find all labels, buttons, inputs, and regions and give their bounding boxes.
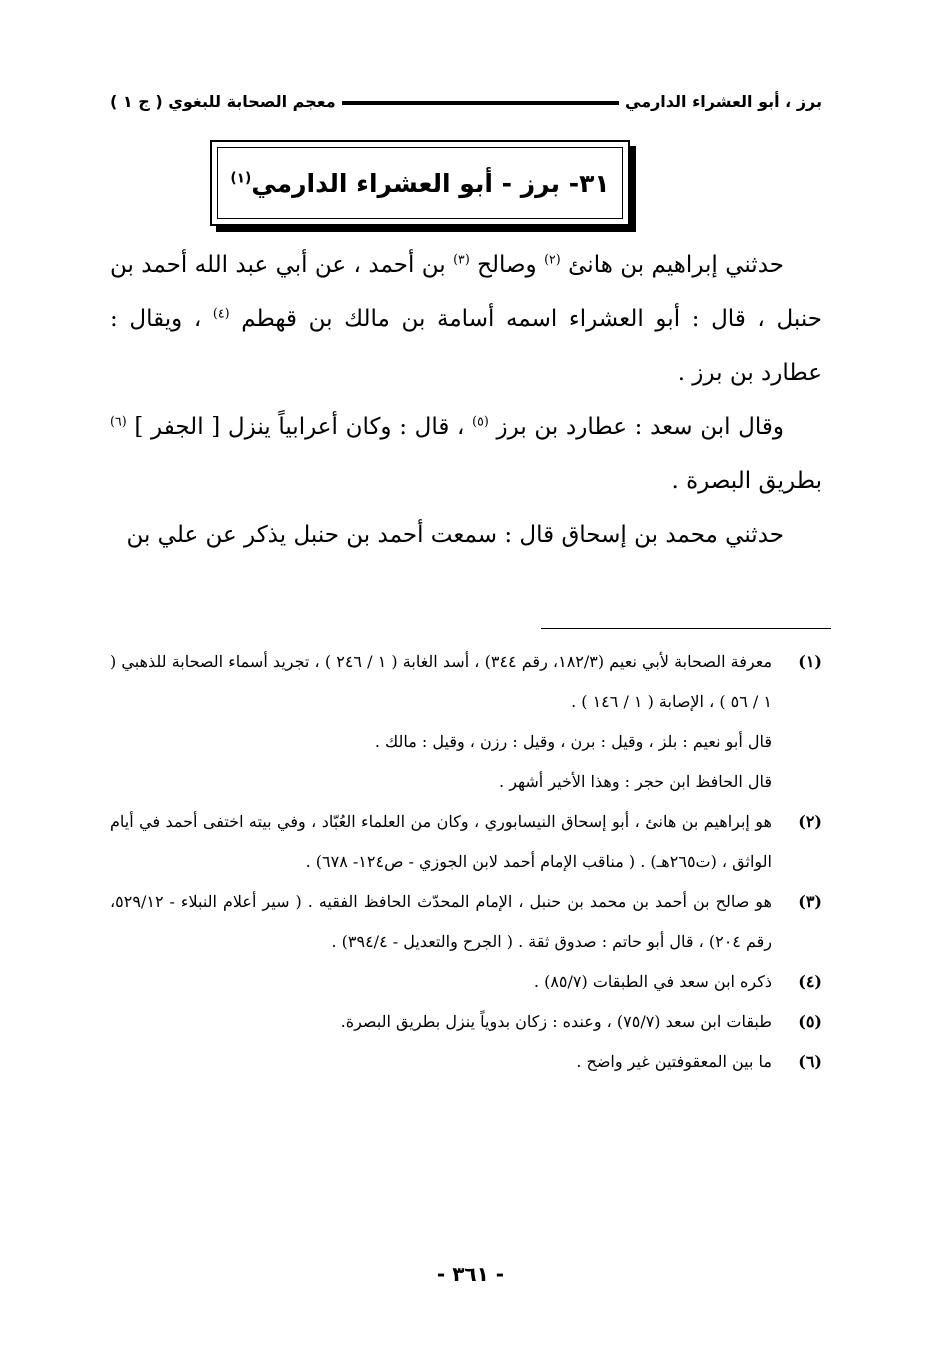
page-number: - ٣٦١ - [436,1262,505,1286]
main-text [110,238,822,562]
text-run: ، قال : وكان أعرابياً ينزل [ الجفر ] [126,414,473,440]
entry-title-text: ٣١- برز - أبو العشراء الدارمي [251,168,610,198]
footnote-line: قال أبو نعيم : بلز ، وقيل : برن ، وقيل : رزن ، وقيل : مالك . [374,732,772,751]
footnote-number: (٥) [798,1012,822,1031]
footnote-5 [110,1002,822,1042]
text-run: وصالح [469,252,545,278]
footnote-line: هو صالح بن أحمد بن محمد بن حنبل ، الإمام المحدّث الحافظ الفقيه . ( سير أعلام النبلاء - ٥٢٩/١٢، رقم ٢٠٤) ، قال أبو حاتم : صدوق ثقة . ( الجرح والتعديل - ٣٩٤/٤) . [110,892,772,951]
paragraph-3: حدثني محمد بن إسحاق قال : سمعت أحمد بن حنبل يذكر عن علي بن [126,522,784,548]
text-run: بطريق البصرة . [671,468,822,494]
footnote-line: قال الحافظ ابن حجر : وهذا الأخير أشهر . [499,772,772,791]
paragraph-1 [110,238,822,400]
footnote-ref: (٣) [453,251,470,267]
footnote-ref: (٥) [472,413,489,429]
footnote-body [110,962,772,1002]
footnote-2 [110,802,822,882]
footnote-body [110,802,772,882]
footnote-number: (٦) [798,1052,822,1071]
footnote-line: ذكره ابن سعد في الطبقات (٨٥/٧) . [533,972,772,991]
footnote-ref: (١) [230,170,252,187]
text-run: بن أحمد ، عن أبي عبد الله أحمد بن حنبل ، قال : أبو العشراء اسمه أسامة بن مالك بن قهطم [110,252,823,332]
footnote-line: ما بين المعقوفتين غير واضح . [576,1052,772,1071]
footnote-ref: (٢) [544,251,561,267]
footnote-ref: (٤) [212,305,230,321]
footnote-line: هو إبراهيم بن هانئ ، أبو إسحاق النيسابوري ، وكان من العلماء العُبّاد ، وفي بيته اختفى أحمد في أيام الواثق ، (ت٢٦٥هـ) . ( مناقب الإمام أحمد لابن الجوزي - ص١٢٤- ٦٧٨) . [110,812,772,871]
footnote-body [110,1042,772,1082]
footnote-ref: (٦) [110,413,127,429]
footnote-number: (٤) [798,972,822,991]
text-run: وقال ابن سعد : عطارد بن برز [488,414,784,440]
footnote-6 [110,1042,822,1082]
footnote-number: (٣) [798,892,822,911]
footnote-body [110,1002,772,1042]
text-run: ، ويقال : عطارد بن برز . [110,306,822,386]
text-run: حدثني إبراهيم بن هانئ [560,252,785,278]
footnote-1 [110,642,822,802]
paragraph-2 [110,400,822,508]
header-rule [342,101,619,105]
footnote-line: معرفة الصحابة لأبي نعيم (١٨٢/٣، رقم ٣٤٤) ، أسد الغابة ( ١ / ٢٤٦ ) ، تجريد أسماء الصحابة للذهبي ( ١ / ٥٦ ) ، الإصابة ( ١ / ١٤٦ ) . [110,652,773,711]
entry-title-box [210,140,630,226]
footnote-4 [110,962,822,1002]
footnote-number: (١) [798,652,822,671]
footnote-body [110,642,772,802]
running-header [110,86,822,116]
footnote-number: (٢) [798,812,822,831]
footnote-line: طبقات ابن سعد (٧٥/٧) ، وعنده : زكان بدوياً ينزل بطريق البصرة. [340,1012,772,1031]
footnote-body [110,882,772,962]
footnotes [110,642,822,1082]
header-chapter: برز ، أبو العشراء الدارمي [625,91,822,111]
footnote-3 [110,882,822,962]
entry-title [230,169,609,198]
footnote-separator [541,628,831,629]
header-book-title: معجم الصحابة للبغوي ( ج ١ ) [110,91,336,111]
